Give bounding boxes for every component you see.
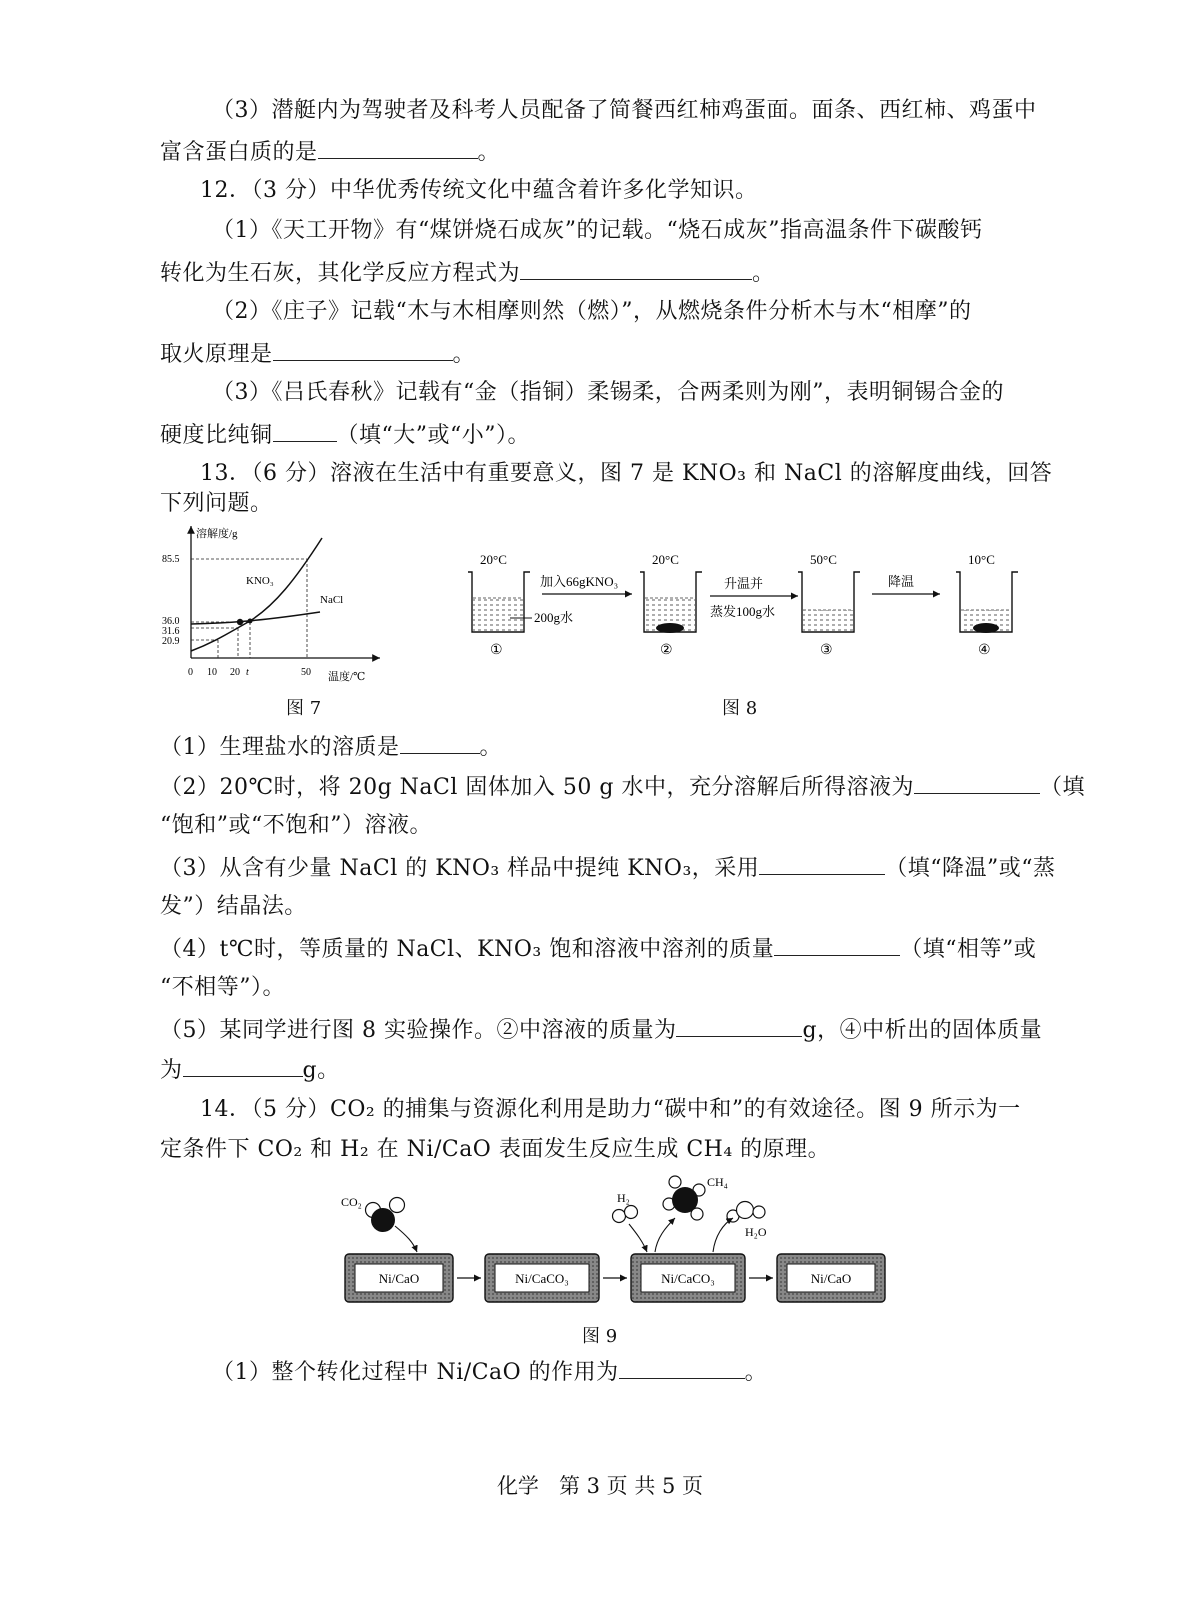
- q14-1-end: 。: [744, 1360, 768, 1385]
- q12-1-line2: [160, 257, 775, 289]
- arrow-3-label: 降温: [888, 574, 915, 589]
- ch4-hydrogen-atom: [691, 1208, 703, 1220]
- q13-3-line1: [160, 852, 1056, 884]
- q13-2-line1: [160, 771, 1085, 803]
- beaker-2-number: ②: [660, 643, 673, 658]
- beaker-4-temp: 10°C: [968, 552, 995, 567]
- answer-blank[interactable]: [273, 419, 337, 442]
- q13-4-end: （填“相等”或: [900, 937, 1037, 962]
- answer-blank[interactable]: [400, 731, 480, 754]
- ch4-hydrogen-atom: [669, 1176, 681, 1188]
- x-tick-label: 20: [230, 667, 240, 678]
- nacl-label: NaCl: [320, 594, 344, 606]
- box-4-label: Ni/CaO: [810, 1271, 852, 1286]
- q13-2-text: （2）20℃时，将 20g NaCl 固体加入 50 g 水中，充分溶解后所得溶液为: [160, 775, 914, 800]
- x-tick-label: 10: [207, 667, 217, 678]
- x-tick-label: 0: [188, 667, 193, 678]
- answer-blank[interactable]: [676, 1014, 802, 1037]
- kno3-curve: [191, 538, 322, 651]
- q11-3-text: 富含蛋白质的是: [160, 140, 318, 165]
- x-tick-label: t: [246, 667, 249, 678]
- beaker-experiment-figure: [460, 548, 1060, 668]
- fig9-caption: 图 9: [582, 1326, 618, 1347]
- q13-5-line2: [160, 1054, 340, 1086]
- water-label: 200g水: [534, 610, 574, 625]
- answer-blank[interactable]: [619, 1356, 745, 1379]
- box-1-label: Ni/CaO: [378, 1271, 420, 1286]
- point-marker: [248, 619, 253, 624]
- q13-5-text2: 为: [160, 1058, 183, 1083]
- co2-oxygen-atom: [390, 1198, 405, 1213]
- q12-3-line2: [160, 419, 530, 451]
- beaker-2-temp: 20°C: [652, 552, 679, 567]
- answer-blank[interactable]: [520, 257, 752, 280]
- intersection-point: [237, 619, 243, 625]
- q11-3-line2: [160, 136, 500, 168]
- arrow-2-top-label: 升温并: [724, 576, 764, 591]
- q13-4-line1: [160, 933, 1036, 965]
- catalyst-box-2: [485, 1254, 599, 1302]
- y-tick-label: 31.6: [162, 626, 180, 637]
- y-tick-label: 36.0: [162, 616, 180, 627]
- answer-blank[interactable]: [759, 852, 885, 875]
- x-tick-label: 50: [301, 667, 311, 678]
- q12-1-end: 。: [752, 261, 775, 286]
- q13-5-text: （5）某同学进行图 8 实验操作。②中溶液的质量为: [160, 1018, 677, 1043]
- beaker-4-number: ④: [978, 643, 991, 658]
- fig7-caption: 图 7: [286, 698, 322, 719]
- catalyst-box-4: [777, 1254, 885, 1302]
- answer-blank[interactable]: [183, 1054, 303, 1077]
- beaker-3-solution: [803, 610, 853, 631]
- q13-stem-line1: 13．（6 分）溶液在生活中有重要意义，图 7 是 KNO₃ 和 NaCl 的溶解度曲线，回答: [200, 461, 1053, 486]
- q13-1-text: （1）生理盐水的溶质是: [160, 735, 400, 760]
- q13-4-text: （4）t℃时，等质量的 NaCl、KNO₃ 饱和溶液中溶剂的质量: [160, 937, 775, 962]
- q13-3-line2: 发”）结晶法。: [160, 894, 307, 919]
- page-footer: 化学 第 3 页 共 5 页: [496, 1474, 704, 1498]
- q14-stem-line1: 14．（5 分）CO₂ 的捕集与资源化利用是助力“碳中和”的有效途径。图 9 所示为一: [200, 1097, 1021, 1122]
- beaker-3-temp: 50°C: [810, 552, 837, 567]
- q12-3-line1: （3）《吕氏春秋》记载有“金（指铜）柔锡柔，合两柔则为刚”，表明铜锡合金的: [212, 380, 1004, 405]
- answer-blank[interactable]: [318, 136, 478, 159]
- beaker-1-temp: 20°C: [480, 552, 507, 567]
- q12-3-text: 硬度比纯铜: [160, 423, 273, 448]
- co2-label: CO₂: [341, 1195, 362, 1209]
- q13-3-text: （3）从含有少量 NaCl 的 KNO₃ 样品中提纯 KNO₃，采用: [160, 856, 760, 881]
- answer-blank[interactable]: [774, 933, 900, 956]
- y-tick-label: 85.5: [162, 554, 180, 565]
- q12-3-end: （填“大”或“小”）。: [336, 423, 531, 448]
- co2-carbon-atom: [371, 1208, 395, 1232]
- answer-blank[interactable]: [273, 338, 453, 361]
- solubility-curve-figure: [160, 520, 400, 690]
- h2-atom: [625, 1206, 638, 1219]
- q13-2-end: （填: [1039, 775, 1085, 800]
- h2o-hydrogen-atom: [753, 1206, 765, 1218]
- q11-3-end: 。: [477, 140, 501, 165]
- h2-label: H₂: [617, 1191, 630, 1205]
- q12-1-text: 转化为生石灰，其化学反应方程式为: [160, 261, 521, 286]
- q11-3-line1: （3）潜艇内为驾驶者及科考人员配备了简餐西红柿鸡蛋面。面条、西红柿、鸡蛋中: [212, 98, 1037, 123]
- catalyst-box-1: [345, 1254, 453, 1302]
- beaker-4-solid: [973, 623, 999, 633]
- ch4-label: CH₄: [707, 1175, 728, 1189]
- catalyst-box-3: [631, 1254, 745, 1302]
- q14-1-text: （1）整个转化过程中 Ni/CaO 的作用为: [212, 1360, 619, 1385]
- q12-1-line1: （1）《天工开物》有“煤饼烧石成灰”的记载。“烧石成灰”指高温条件下碳酸钙: [212, 218, 983, 243]
- q12-2-line2: [160, 338, 475, 370]
- q12-stem: 12．（3 分）中华优秀传统文化中蕴含着许多化学知识。: [200, 178, 758, 203]
- q12-2-end: 。: [452, 342, 476, 367]
- h2o-arrow: [713, 1218, 733, 1252]
- answer-blank[interactable]: [914, 771, 1040, 794]
- h2o-label: H₂O: [745, 1225, 767, 1239]
- beaker-1-solution: [473, 598, 523, 631]
- q13-2-line2: “饱和”或“不饱和”）溶液。: [160, 813, 432, 838]
- q13-3-end: （填“降温”或“蒸: [885, 856, 1056, 881]
- q12-2-text: 取火原理是: [160, 342, 273, 367]
- q13-stem-line2: 下列问题。: [160, 491, 273, 516]
- q13-1: [160, 731, 502, 763]
- box-2-label: Ni/CaCO₃: [515, 1271, 569, 1286]
- y-axis-label: 溶解度/g: [196, 528, 238, 540]
- q12-2-line1: （2）《庄子》记载“木与木相摩则然（燃）”，从燃烧条件分析木与木“相摩”的: [212, 299, 972, 324]
- kno3-label: KNO₃: [246, 575, 274, 587]
- box-3-label: Ni/CaCO₃: [661, 1271, 715, 1286]
- co2-arrow: [395, 1226, 417, 1252]
- arrow-1-label: 加入66gKNO₃: [540, 574, 619, 589]
- ch4-arrow: [655, 1218, 675, 1252]
- x-axis-label: 温度/℃: [328, 671, 366, 683]
- h2o-oxygen-atom: [737, 1202, 754, 1219]
- q13-5-end: g。: [302, 1058, 340, 1083]
- arrow-2-bottom-label: 蒸发100g水: [710, 604, 776, 619]
- beaker-3-number: ③: [820, 643, 833, 658]
- q13-5-line1: [160, 1014, 1042, 1046]
- h2-arrow: [629, 1224, 647, 1252]
- h2-atom: [613, 1210, 626, 1223]
- beaker-2-solid: [656, 623, 684, 633]
- q14-stem-line2: 定条件下 CO₂ 和 H₂ 在 Ni/CaO 表面发生反应生成 CH₄ 的原理。: [160, 1137, 831, 1162]
- q13-5-mid: g，④中析出的固体质量: [802, 1018, 1043, 1043]
- reaction-mechanism-figure: [335, 1172, 905, 1312]
- beaker-1-number: ①: [490, 643, 503, 658]
- y-tick-label: 20.9: [162, 636, 180, 647]
- q14-1: [212, 1356, 767, 1388]
- fig8-caption: 图 8: [722, 698, 758, 719]
- q13-1-end: 。: [479, 735, 503, 760]
- q13-4-line2: “不相等”）。: [160, 975, 285, 1000]
